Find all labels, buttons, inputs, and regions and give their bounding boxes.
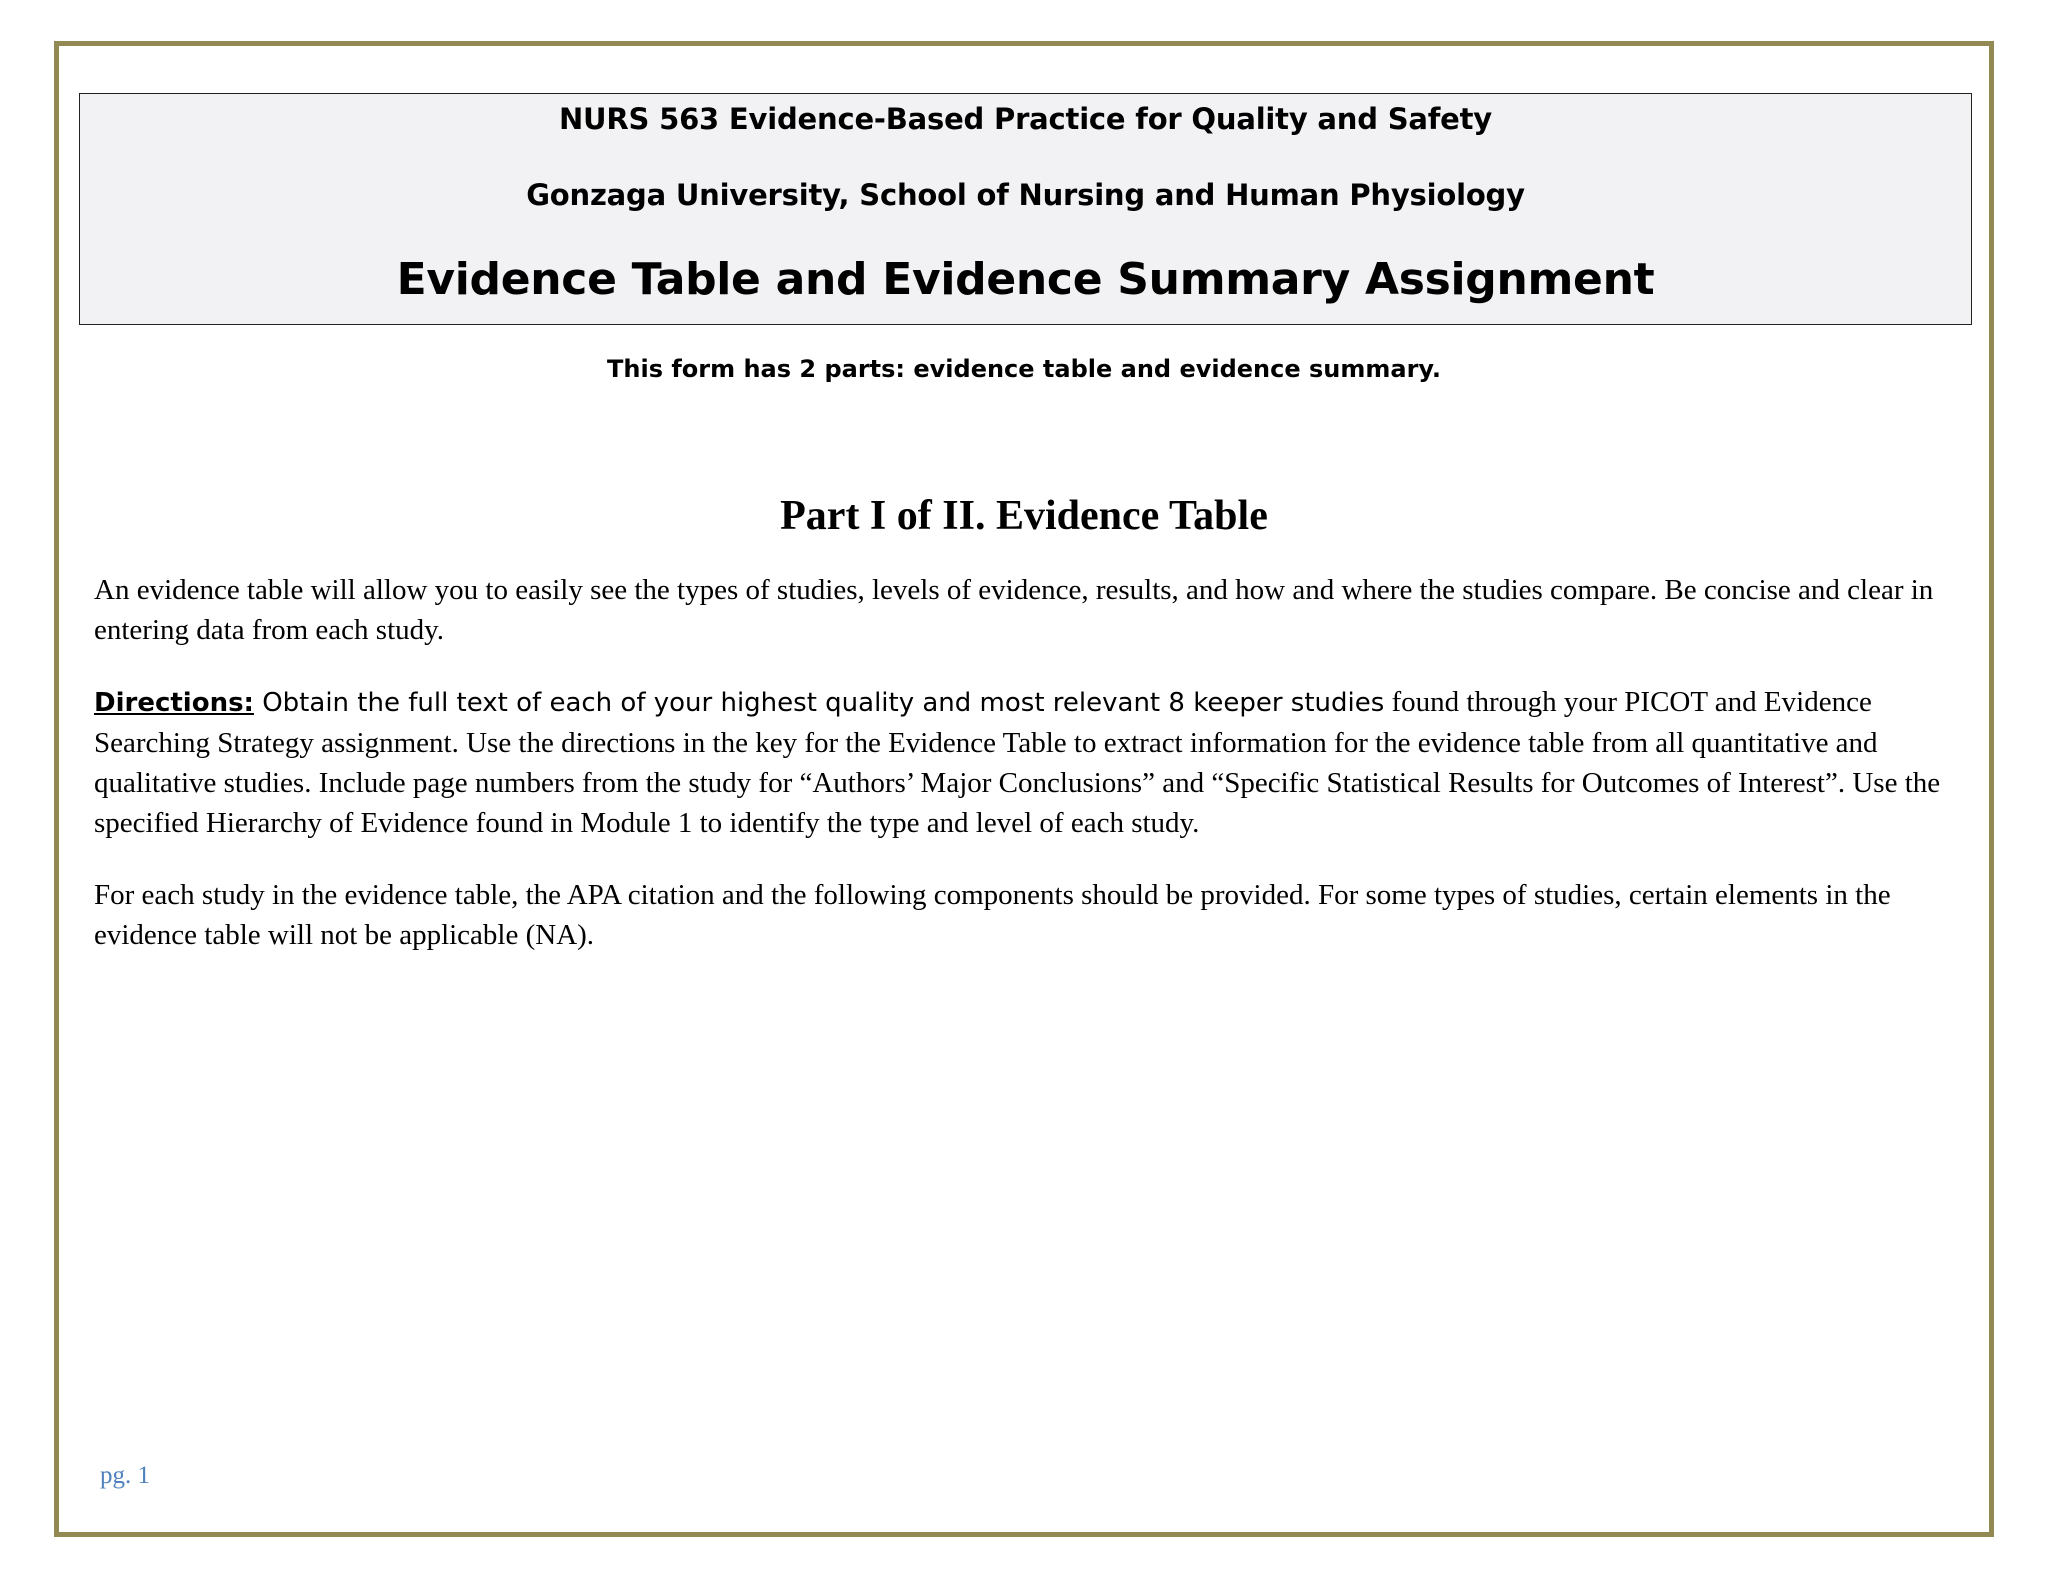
intro-paragraph: An evidence table will allow you to easily see the types of studies, levels of evidence, results, and how and where the studies compare. Be concise and clear in entering data from each study.	[94, 574, 1934, 646]
assignment-title: Evidence Table and Evidence Summary Assignment	[396, 254, 1655, 305]
header-box	[79, 93, 1972, 325]
directions-paragraph	[94, 682, 1964, 843]
part-heading: Part I of II. Evidence Table	[780, 493, 1268, 539]
page-number: pg. 1	[100, 1462, 150, 1489]
directions-lead-text: Obtain the full text of each of your highest quality and most relevant 8 keeper studies	[253, 688, 1385, 718]
university-name: Gonzaga University, School of Nursing and Human Physiology	[526, 178, 1525, 212]
directions-rest-text: found through your PICOT and Evidence Searching Strategy assignment. Use the directions in the key for the Evidence Table to extract information for the evidence table from all quantitative and qualitative studies. Include page numbers from the study for “Authors’ Major Conclusions” and “Specific Statistical Results for Outcomes of Interest”. Use the specified Hierarchy of Evidence found in Module 1 to identify the type and level of each study.	[94, 686, 1941, 839]
course-title: NURS 563 Evidence-Based Practice for Quality and Safety	[558, 102, 1493, 136]
form-note: This form has 2 parts: evidence table and evidence summary.	[607, 355, 1441, 383]
components-paragraph: For each study in the evidence table, the APA citation and the following components should be provided. For some types of studies, certain elements in the evidence table will not be applicable (NA).	[94, 879, 1891, 951]
directions-label: Directions:	[94, 688, 254, 718]
